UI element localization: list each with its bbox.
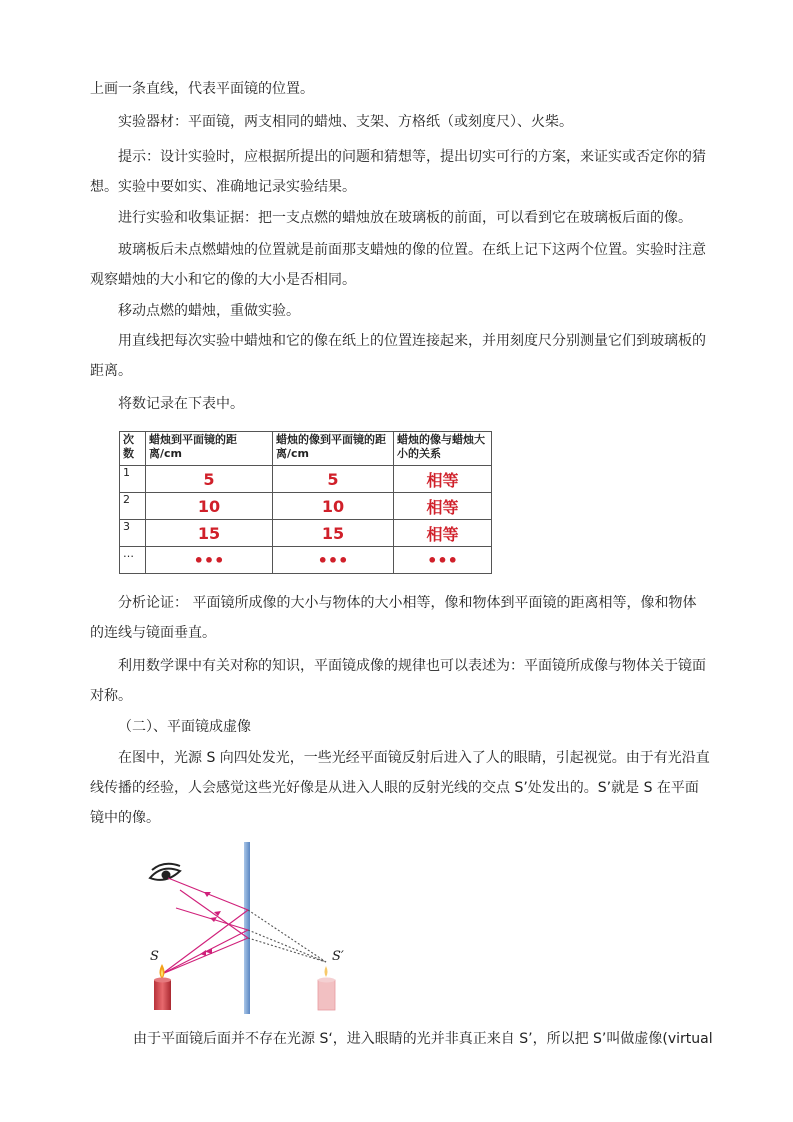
cell-size-relation: 相等 bbox=[394, 466, 492, 493]
paragraph-virtual-image: 由于平面镜后面并不存在光源 S‘，进入眼睛的光并非真正来自 S’，所以把 S’叫做虚像(virtual bbox=[133, 1031, 713, 1047]
cell-size-relation: 相等 bbox=[394, 493, 492, 520]
eye-icon bbox=[150, 864, 180, 880]
arrow-icon bbox=[210, 917, 217, 922]
cell-size-relation: 相等 bbox=[394, 520, 492, 547]
cell-object-distance: 5 bbox=[146, 466, 273, 493]
paragraph-analysis: 分析论证： 平面镜所成像的大小与物体的大小相等，像和物体到平面镜的距离相等，像和物体的连线与镜面垂直。 bbox=[90, 595, 697, 641]
cell-image-distance: ••• bbox=[273, 547, 394, 574]
flame-icon bbox=[325, 966, 328, 977]
cell-object-distance: ••• bbox=[146, 547, 273, 574]
paragraph-glass-position: 玻璃板后未点燃蜡烛的位置就是前面那支蜡烛的像的位置。在纸上记下这两个位置。实验时注意观察蜡烛的大小和它的像的大小是否相同。 bbox=[90, 242, 706, 288]
cell-image-distance: 5 bbox=[273, 466, 394, 493]
cell-trial: 3 bbox=[120, 520, 146, 547]
paragraph-symmetry: 利用数学课中有关对称的知识，平面镜成像的规律也可以表述为：平面镜所成像与物体关于镜面对称。 bbox=[90, 658, 706, 704]
results-table bbox=[119, 431, 492, 574]
candle-image bbox=[318, 966, 335, 1010]
header-image-distance: 蜡烛的像到平面镜的距离/cm bbox=[273, 432, 394, 466]
table-row bbox=[120, 520, 492, 547]
reflected-ray bbox=[180, 890, 248, 938]
mirror bbox=[244, 842, 250, 1014]
incident-ray bbox=[162, 910, 248, 974]
virtual-ray bbox=[248, 930, 326, 962]
arrow-icon bbox=[200, 950, 206, 956]
table-row bbox=[120, 466, 492, 493]
cell-image-distance: 10 bbox=[273, 493, 394, 520]
paragraph-light-source: 在图中，光源 S 向四处发光，一些光经平面镜反射后进入了人的眼睛，引起视觉。由于有光沿直线传播的经验，人会感觉这些光好像是从进入人眼的反射光线的交点 S’处发出的。S’就是 S 在平面镜中的像。 bbox=[90, 750, 710, 826]
incident-ray bbox=[162, 938, 248, 974]
header-object-distance: 蜡烛到平面镜的距离/cm bbox=[146, 432, 273, 466]
table-row bbox=[120, 493, 492, 520]
cell-object-distance: 10 bbox=[146, 493, 273, 520]
cell-trial: 1 bbox=[120, 466, 146, 493]
mirror-reflection-diagram bbox=[140, 838, 400, 1018]
paragraph-hint: 提示：设计实验时，应根据所提出的问题和猜想等，提出切实可行的方案，来证实或否定你的猜想。实验中要如实、准确地记录实验结果。 bbox=[90, 149, 706, 195]
label-source: S bbox=[150, 949, 159, 964]
cell-image-distance: 15 bbox=[273, 520, 394, 547]
paragraph-mirror-line: 上画一条直线，代表平面镜的位置。 bbox=[90, 81, 314, 97]
table-row bbox=[120, 547, 492, 574]
cell-size-relation: ••• bbox=[394, 547, 492, 574]
header-size-relation: 蜡烛的像与蜡烛大小的关系 bbox=[394, 432, 492, 466]
cell-trial: … bbox=[120, 547, 146, 574]
paragraph-record: 将数记录在下表中。 bbox=[118, 396, 244, 412]
section-heading-virtual-image: （二）、平面镜成虚像 bbox=[118, 719, 251, 735]
paragraph-experiment: 进行实验和收集证据：把一支点燃的蜡烛放在玻璃板的前面，可以看到它在玻璃板后面的像。 bbox=[118, 210, 692, 226]
cell-trial: 2 bbox=[120, 493, 146, 520]
table-header-row bbox=[120, 432, 492, 466]
virtual-ray bbox=[248, 938, 326, 962]
virtual-ray bbox=[248, 910, 326, 962]
paragraph-repeat: 移动点燃的蜡烛，重做实验。 bbox=[118, 303, 300, 319]
label-image: S′ bbox=[332, 949, 344, 964]
paragraph-equipment: 实验器材：平面镜，两支相同的蜡烛、支架、方格纸（或刻度尺）、火柴。 bbox=[118, 114, 573, 130]
header-trial: 次数 bbox=[120, 432, 146, 466]
cell-object-distance: 15 bbox=[146, 520, 273, 547]
paragraph-measure: 用直线把每次实验中蜡烛和它的像在纸上的位置连接起来，并用刻度尺分别测量它们到玻璃板的距离。 bbox=[90, 333, 706, 379]
